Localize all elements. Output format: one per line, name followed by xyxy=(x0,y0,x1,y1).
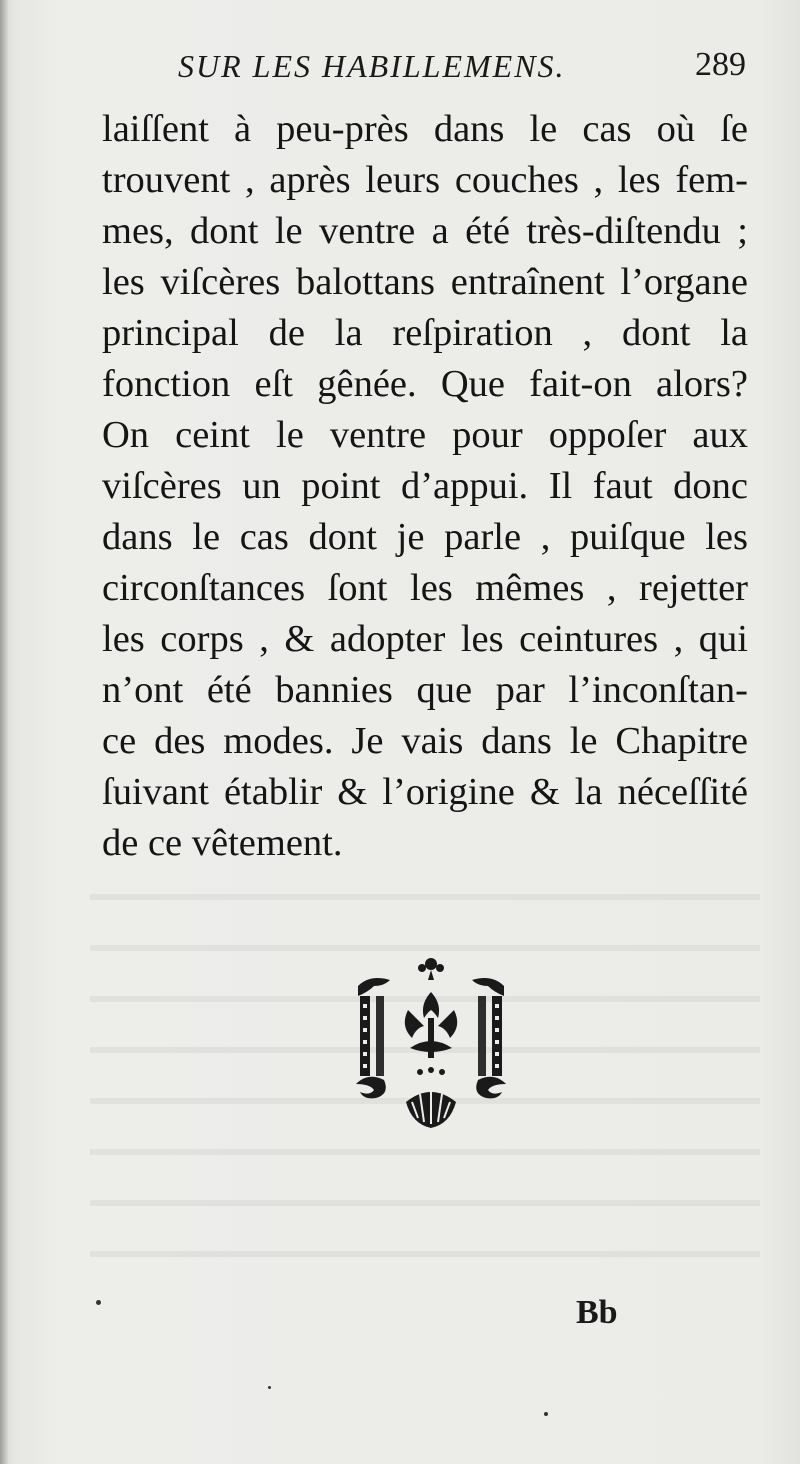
text-line: circonſtances ſont les mêmes , rejetter xyxy=(102,567,748,609)
text-line: trouvent , après leurs couches , les fem- xyxy=(102,159,748,201)
text-line: viſcères un point d’appui. Il faut donc xyxy=(102,465,748,507)
floral-tailpiece-ornament-icon xyxy=(350,952,512,1130)
text-line: de ce vêtement. xyxy=(102,822,343,864)
text-line: n’ont été bannies que par l’inconſtan- xyxy=(102,669,748,711)
text-line: les corps , & adopter les ceintures , qui xyxy=(102,618,748,660)
text-line: mes, dont le ventre a été très-diſtendu ; xyxy=(102,210,748,252)
running-title: SUR LES HABILLEMENS. xyxy=(178,48,566,84)
text-line: fonction eſt gênée. Que fait-on alors? xyxy=(102,363,748,405)
body-text xyxy=(102,104,748,869)
text-line: On ceint le ventre pour oppoſer aux xyxy=(102,414,748,456)
text-line: les viſcères balottans entraînent l’organe xyxy=(102,261,748,303)
page-number: 289 xyxy=(695,46,746,83)
signature-mark: Bb xyxy=(576,1294,618,1331)
page-gutter-shadow xyxy=(0,0,8,1464)
ink-speck xyxy=(544,1412,548,1416)
text-line: ſuivant établir & l’origine & la néceſſité xyxy=(102,771,748,813)
text-line: principal de la reſpiration , dont la xyxy=(102,312,748,354)
text-line: ce des modes. Je vais dans le Chapitre xyxy=(102,720,748,762)
running-header xyxy=(178,44,768,94)
ink-speck xyxy=(268,1386,271,1389)
text-line: dans le cas dont je parle , puiſque les xyxy=(102,516,748,558)
text-line: laiſſent à peu-près dans le cas où ſe xyxy=(102,108,748,150)
ink-speck xyxy=(96,1300,101,1305)
